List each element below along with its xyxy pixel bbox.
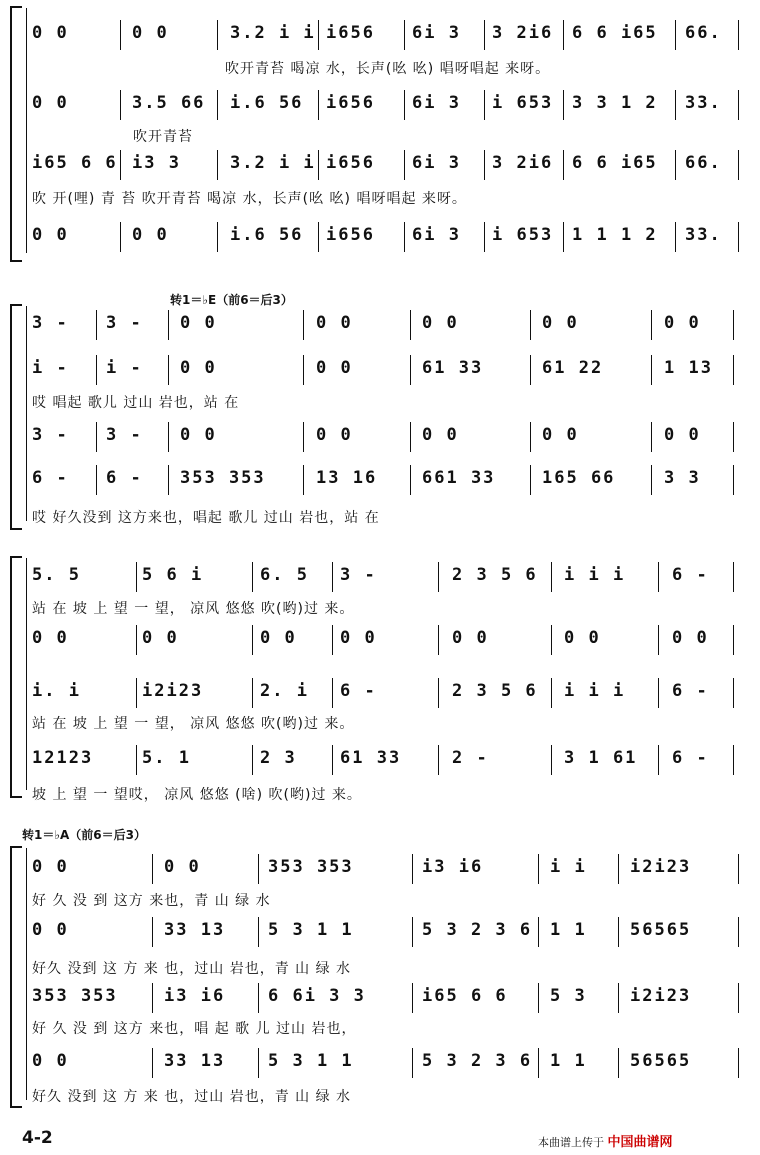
lyrics-line — [0, 1086, 760, 1106]
measure: 165 66 — [542, 468, 616, 488]
staff-row — [0, 678, 760, 708]
measure: i - — [32, 358, 69, 378]
measure: 3 3 1 2 — [572, 93, 658, 113]
measure: 1 13 — [664, 358, 713, 378]
measure: 3 2i6 — [492, 153, 554, 173]
measure: 353 353 — [268, 857, 354, 877]
staff-row — [0, 1048, 760, 1078]
measure: i.6 56 — [230, 93, 304, 113]
measure: 6 6i 3 3 — [268, 986, 366, 1006]
measure: 0 0 — [316, 358, 353, 378]
measure: i i i — [564, 565, 626, 585]
measure: 61 22 — [542, 358, 604, 378]
measure: 0 0 — [132, 23, 169, 43]
measure: 353 353 — [32, 986, 118, 1006]
measure: 661 33 — [422, 468, 496, 488]
lyrics-line — [0, 58, 760, 78]
measure: 6 - — [672, 565, 709, 585]
measure: 0 0 — [132, 225, 169, 245]
staff-row — [0, 465, 760, 495]
measure: 0 0 — [32, 93, 69, 113]
system-2 — [0, 300, 760, 540]
measure: 6 6 i65 — [572, 23, 658, 43]
measure: 3.5 66 — [132, 93, 206, 113]
measure: i.6 56 — [230, 225, 304, 245]
measure: 0 0 — [564, 628, 601, 648]
measure: 0 0 — [32, 628, 69, 648]
measure: 0 0 — [340, 628, 377, 648]
staff-row — [0, 917, 760, 947]
lyric-text: 站 在 坡 上 望 一 望， 凉风 悠悠 吹(哟)过 来。 — [32, 601, 355, 617]
measure: 6i 3 — [412, 225, 461, 245]
measure: i. i — [32, 681, 81, 701]
measure: i2i23 — [630, 857, 692, 877]
system-3 — [0, 550, 760, 810]
measure: 0 0 — [32, 23, 69, 43]
measure: 0 0 — [664, 425, 701, 445]
measure: 5 3 1 1 — [268, 920, 354, 940]
measure: i65 6 6 — [422, 986, 508, 1006]
measure: i - — [106, 358, 143, 378]
lyrics-line — [0, 1018, 760, 1038]
measure: 0 0 — [672, 628, 709, 648]
measure: 0 0 — [422, 313, 459, 333]
staff-row — [0, 422, 760, 452]
measure: 6. 5 — [260, 565, 309, 585]
measure: 353 353 — [180, 468, 266, 488]
measure: 5 3 2 3 6 — [422, 920, 533, 940]
measure: i3 i6 — [422, 857, 484, 877]
measure: 33 13 — [164, 920, 226, 940]
measure: 33 13 — [164, 1051, 226, 1071]
site-logo[interactable]: 中国曲谱网 — [607, 1135, 673, 1150]
measure: 56565 — [630, 920, 692, 940]
measure: i2i23 — [142, 681, 204, 701]
measure: 2 3 5 6 — [452, 565, 538, 585]
measure: 0 0 — [452, 628, 489, 648]
lyric-text: 好久 没到 这 方 来 也，过山 岩也，青 山 绿 水 — [32, 961, 352, 977]
measure: i656 — [326, 23, 375, 43]
measure: 3 - — [32, 425, 69, 445]
measure: 3 - — [340, 565, 377, 585]
measure: i2i23 — [630, 986, 692, 1006]
measure: 0 0 — [32, 857, 69, 877]
measure: 0 0 — [32, 225, 69, 245]
lyric-text: 哎 好久没到 这方来也，唱起 歌儿 过山 岩也，站 在 — [32, 510, 380, 526]
staff-row — [0, 745, 760, 775]
measure: 13 16 — [316, 468, 378, 488]
measure: i3 3 — [132, 153, 181, 173]
measure: 12123 — [32, 748, 94, 768]
lyrics-line — [0, 126, 760, 146]
staff-row — [0, 310, 760, 340]
lyrics-line — [0, 392, 760, 412]
staff-row — [0, 150, 760, 180]
measure: 6 - — [340, 681, 377, 701]
lyric-text: 好 久 没 到 这方 来也，唱 起 歌 儿 过山 岩也， — [32, 1021, 357, 1037]
key-change-label: 转1＝♭E（前6＝后3） — [170, 293, 293, 307]
measure: 66. — [685, 23, 722, 43]
measure: i3 i6 — [164, 986, 226, 1006]
measure: 3 - — [106, 313, 143, 333]
measure: 3 3 — [664, 468, 701, 488]
upload-credit — [538, 1131, 673, 1150]
staff-row — [0, 625, 760, 655]
measure: 0 0 — [260, 628, 297, 648]
measure: i656 — [326, 93, 375, 113]
measure: 5 3 2 3 6 — [422, 1051, 533, 1071]
lyric-text: 好久 没到 这 方 来 也，过山 岩也，青 山 绿 水 — [32, 1089, 352, 1105]
measure: 6 - — [672, 748, 709, 768]
system-4 — [0, 840, 760, 1110]
measure: i 653 — [492, 93, 554, 113]
measure: i656 — [326, 225, 375, 245]
measure: 2 - — [452, 748, 489, 768]
measure: 5. 5 — [32, 565, 81, 585]
measure: 0 0 — [164, 857, 201, 877]
measure: 1 1 1 2 — [572, 225, 658, 245]
measure: 3.2 i i — [230, 23, 316, 43]
staff-row — [0, 222, 760, 252]
measure: 0 0 — [32, 920, 69, 940]
measure: 33. — [685, 225, 722, 245]
lyrics-line — [0, 890, 760, 910]
measure: 0 0 — [316, 313, 353, 333]
staff-row — [0, 20, 760, 50]
lyrics-line — [0, 958, 760, 978]
measure: 1 1 — [550, 1051, 587, 1071]
lyric-text: 吹开青苔 喝凉 水，长声(吆 吆) 唱呀唱起 来呀。 — [225, 61, 551, 77]
measure: 3 1 61 — [564, 748, 638, 768]
measure: i 653 — [492, 225, 554, 245]
measure: 6 6 i65 — [572, 153, 658, 173]
lyric-text: 吹开青苔 — [133, 129, 193, 145]
measure: 6i 3 — [412, 93, 461, 113]
measure: 3 - — [32, 313, 69, 333]
measure: 3 - — [106, 425, 143, 445]
lyric-text: 哎 唱起 歌儿 过山 岩也，站 在 — [32, 395, 240, 411]
measure: 5 6 i — [142, 565, 204, 585]
measure: 3.2 i i — [230, 153, 316, 173]
system-1 — [0, 0, 760, 265]
measure: 5 3 1 1 — [268, 1051, 354, 1071]
lyric-text: 站 在 坡 上 望 一 望， 凉风 悠悠 吹(哟)过 来。 — [32, 716, 355, 732]
measure: 0 0 — [180, 425, 217, 445]
measure: 3 2i6 — [492, 23, 554, 43]
measure: 6 - — [106, 468, 143, 488]
measure: 5. 1 — [142, 748, 191, 768]
measure: 33. — [685, 93, 722, 113]
measure: 0 0 — [142, 628, 179, 648]
lyrics-line — [0, 713, 760, 733]
measure: 6i 3 — [412, 153, 461, 173]
page-number: 4-2 — [22, 1128, 53, 1148]
key-change-label: 转1＝♭A（前6＝后3） — [22, 828, 146, 842]
measure: 0 0 — [664, 313, 701, 333]
staff-row — [0, 90, 760, 120]
lyrics-line — [0, 784, 760, 804]
staff-row — [0, 355, 760, 385]
measure: 6 - — [32, 468, 69, 488]
measure: 61 33 — [340, 748, 402, 768]
staff-row — [0, 854, 760, 884]
measure: 0 0 — [180, 358, 217, 378]
measure: 56565 — [630, 1051, 692, 1071]
lyrics-line — [0, 188, 760, 208]
measure: 66. — [685, 153, 722, 173]
measure: i i — [550, 857, 587, 877]
measure: 2 3 5 6 — [452, 681, 538, 701]
measure: 5 3 — [550, 986, 587, 1006]
measure: 2 3 — [260, 748, 297, 768]
lyric-text: 坡 上 望 一 望哎， 凉风 悠悠 (啥) 吹(哟)过 来。 — [32, 787, 362, 803]
measure: 0 0 — [542, 425, 579, 445]
measure: 2. i — [260, 681, 309, 701]
measure: i i i — [564, 681, 626, 701]
measure: 0 0 — [32, 1051, 69, 1071]
measure: 1 1 — [550, 920, 587, 940]
lyric-text: 好 久 没 到 这方 来也，青 山 绿 水 — [32, 893, 271, 909]
measure: 61 33 — [422, 358, 484, 378]
lyric-text: 吹 开(哩) 青 苔 吹开青苔 喝凉 水，长声(吆 吆) 唱呀唱起 来呀。 — [32, 191, 467, 207]
measure: 6 - — [672, 681, 709, 701]
measure: 0 0 — [542, 313, 579, 333]
upload-note: 本曲谱上传于 — [538, 1136, 604, 1149]
measure: i65 6 6 — [32, 153, 118, 173]
lyrics-line — [0, 507, 760, 527]
measure: i656 — [326, 153, 375, 173]
measure: 0 0 — [180, 313, 217, 333]
lyrics-line — [0, 598, 760, 618]
measure: 0 0 — [422, 425, 459, 445]
staff-row — [0, 983, 760, 1013]
staff-row — [0, 562, 760, 592]
measure: 0 0 — [316, 425, 353, 445]
measure: 6i 3 — [412, 23, 461, 43]
